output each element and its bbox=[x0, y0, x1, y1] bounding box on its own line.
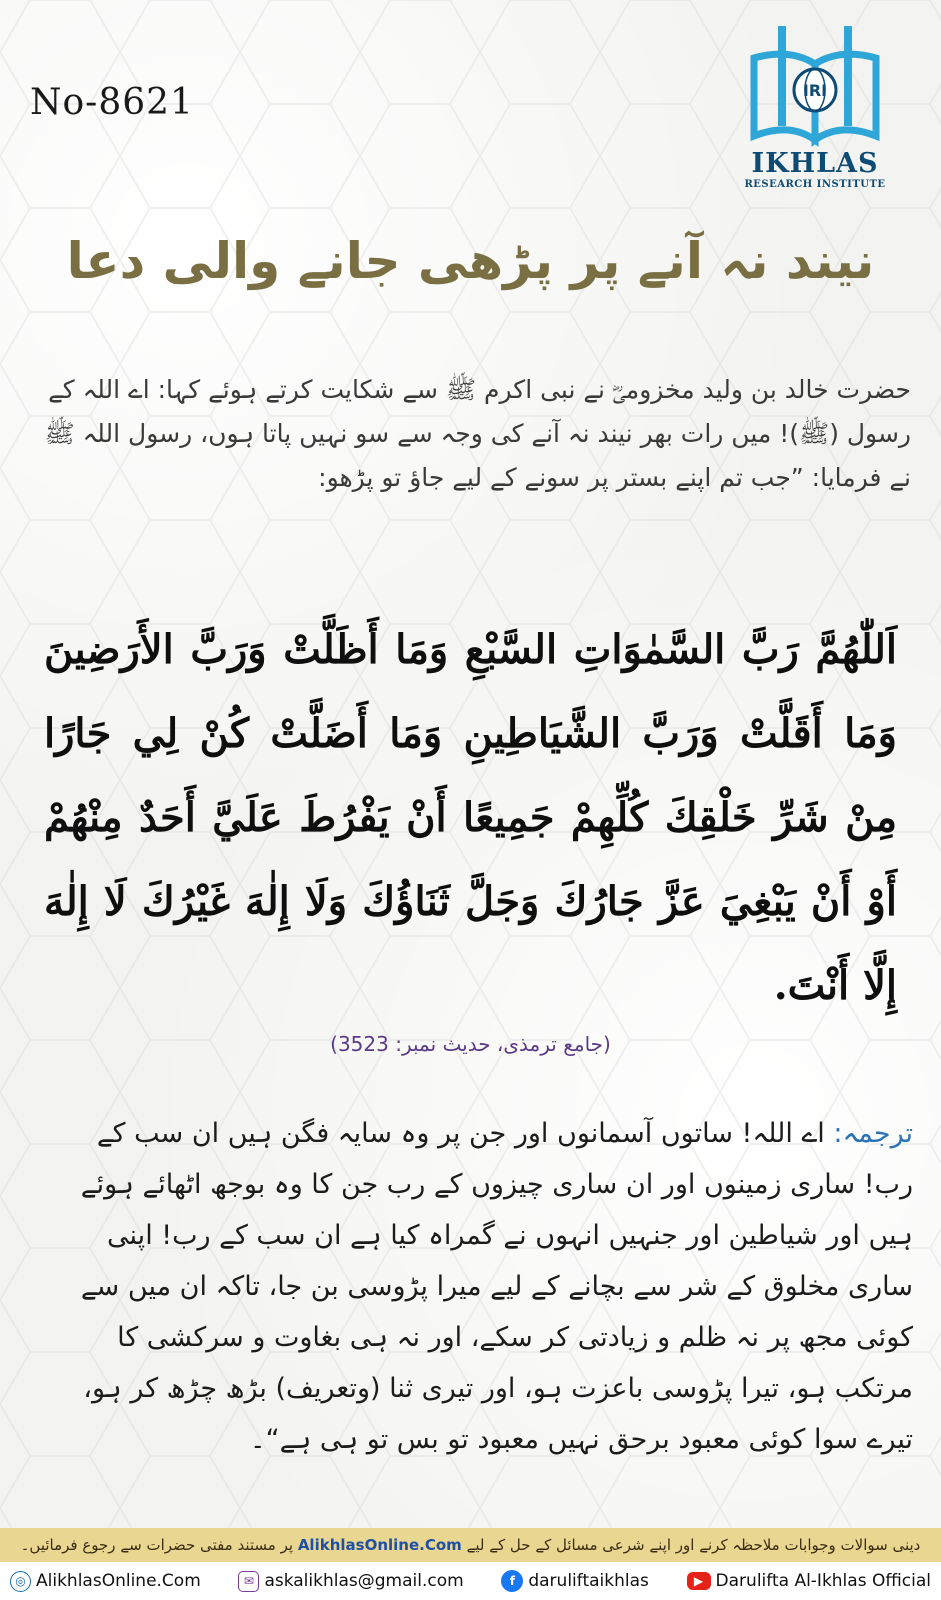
globe-icon: ◎ bbox=[10, 1571, 31, 1592]
institute-logo bbox=[725, 18, 905, 198]
logo-title: IKHLAS bbox=[751, 148, 879, 179]
logo-subtitle: RESEARCH INSTITUTE bbox=[744, 179, 886, 190]
contact-facebook-text: daruliftaikhlas bbox=[528, 1571, 649, 1591]
contact-website-text: AlikhlasOnline.Com bbox=[36, 1571, 201, 1591]
document-number: No-8621 bbox=[30, 82, 194, 123]
logo-emblem-text: IRI bbox=[802, 81, 828, 100]
book-emblem-icon bbox=[740, 18, 890, 148]
contact-email-text: askalikhlas@gmail.com bbox=[264, 1571, 464, 1591]
intro-paragraph: حضرت خالد بن ولید مخزومیؓ نے نبی اکرم ﷺ سے شکایت کرتے ہوئے کہا: اے اللہ کے رسول (ﷺ)! میں رات بھر نیند نہ آنے کی وجہ سے سو نہیں پاتا ہوں، رسول اللہ ﷺ نے فرمایا: ”جب تم اپنے بستر پر سونے کے لیے جاؤ تو پڑھو: bbox=[44, 375, 911, 492]
page-title: نیند نہ آنے پر پڑھی جانے والی دعا bbox=[66, 232, 875, 290]
translation-paragraph bbox=[40, 1108, 913, 1465]
contact-youtube-text: Darulifta Al-Ikhlas Official bbox=[715, 1571, 931, 1591]
translation-label: ترجمہ: bbox=[833, 1118, 913, 1149]
banner-text-end: پر مستند مفتی حضرات سے رجوع فرمائیں۔ bbox=[20, 1536, 294, 1554]
youtube-icon: ▶ bbox=[687, 1572, 711, 1590]
contact-email[interactable] bbox=[238, 1571, 463, 1592]
mail-icon: ✉ bbox=[238, 1571, 259, 1592]
contact-bar bbox=[0, 1562, 941, 1600]
contact-facebook[interactable] bbox=[501, 1570, 649, 1592]
banner-text-start: دینی سوالات وجوابات ملاحظہ کرنے اور اپنے شرعی مسائل کے حل کے لیے bbox=[466, 1536, 921, 1554]
contact-youtube[interactable] bbox=[687, 1571, 931, 1591]
contact-website[interactable] bbox=[10, 1571, 201, 1592]
facebook-icon: f bbox=[501, 1570, 523, 1592]
hadith-reference: (جامع ترمذی، حدیث نمبر: 3523) bbox=[330, 1032, 611, 1056]
translation-text: اے اللہ! ساتوں آسمانوں اور جن پر وہ سایہ فگن ہیں ان سب کے رب! ساری زمینوں اور ان ساری چیزوں کے رب جن کا وہ بوجھ اٹھائے ہوئے ہیں اور شیاطین اور جنہیں انہوں نے گمراہ کیا ہے ان سب کے رب! اپنی ساری مخلوق کے شر سے بچانے کے لیے میرا پڑوسی بن جا، تاکہ ان میں سے کوئی مجھ پر نہ ظلم و زیادتی کر سکے، اور نہ ہی بغاوت و سرکشی کا مرتکب ہو، تیرا پڑوسی باعزت ہو، اور تیری ثنا (وتعریف) بڑھ چڑھ کر ہو، تیرے سوا کوئی معبود برحق نہیں معبود تو بس تو ہی ہے“۔ bbox=[80, 1118, 913, 1455]
footer-banner bbox=[0, 1528, 941, 1562]
banner-site-link[interactable]: AlikhlasOnline.Com bbox=[297, 1536, 462, 1554]
dua-arabic-text: اَللّٰهُمَّ رَبَّ السَّمٰوَاتِ السَّبْعِ وَمَا أَظَلَّتْ وَرَبَّ الأَرَضِينَ وَمَا أَقَلَّتْ وَرَبَّ الشَّيَاطِينِ وَمَا أَضَلَّتْ كُنْ لِي جَارًا مِنْ شَرِّ خَلْقِكَ كُلِّهِمْ جَمِيعًا أَنْ يَفْرُطَ عَلَيَّ أَحَدٌ مِنْهُمْ أَوْ أَنْ يَبْغِيَ عَزَّ جَارُكَ وَجَلَّ ثَنَاؤُكَ وَلَا إِلٰهَ غَيْرُكَ لَا إِلٰهَ إِلَّا أَنْتَ. bbox=[44, 626, 897, 1009]
